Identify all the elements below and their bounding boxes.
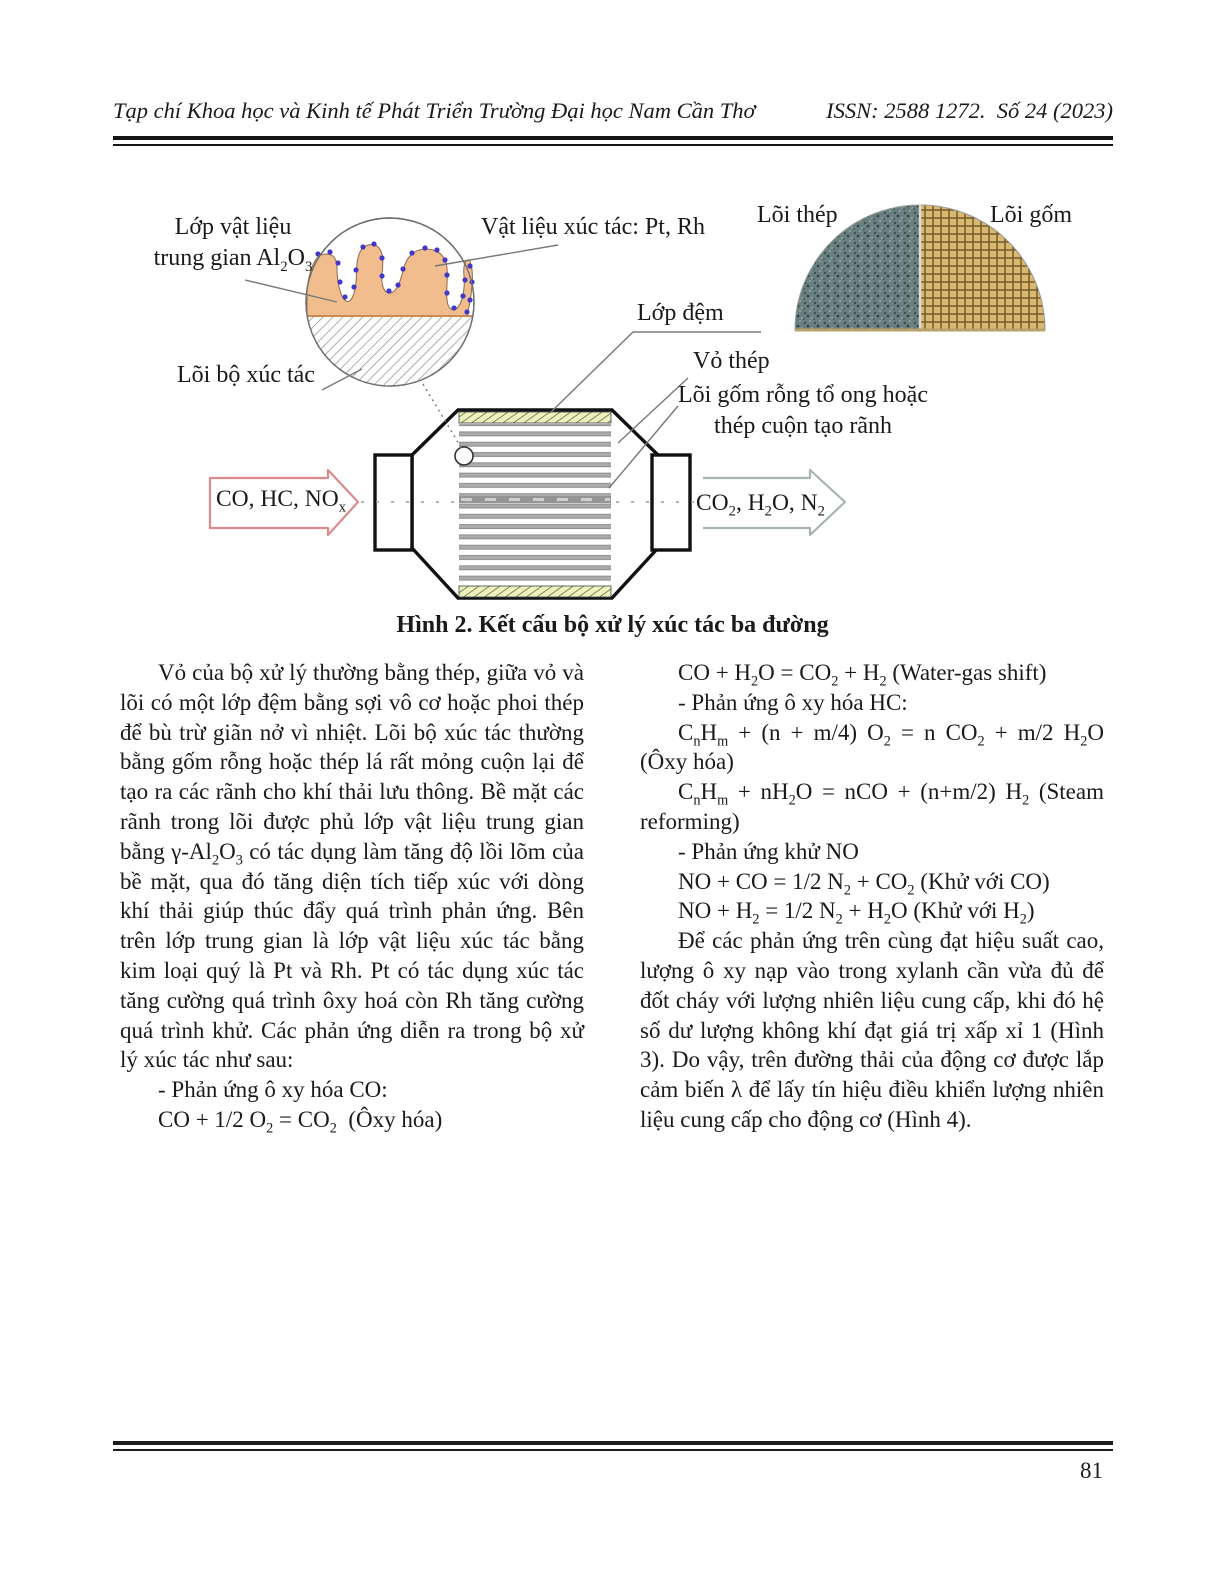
page-number: 81 (1080, 1458, 1103, 1483)
footer-rule (113, 1441, 1113, 1451)
figure-2-catalytic-converter (113, 190, 1113, 602)
paragraph: - Phản ứng khử NO (678, 838, 859, 864)
honeycomb-core-stripes (459, 424, 611, 585)
label-inlet-gases: CO, HC, $NO_x$ (216, 486, 347, 516)
paragraph: NO + CO = 1/2 $N_2 + CO_2$ (Khử với CO) (678, 868, 1050, 899)
outlet-pipe (652, 455, 690, 550)
issn-issue-info: ISSN: 2588 1272. Số 24 (2023) (826, 98, 1113, 123)
left-column (120, 658, 584, 1135)
label-outlet-gases: $CO_2$, $H_2O$, $N_2$ (696, 490, 825, 520)
page-header (113, 98, 1113, 124)
cushion-pad-top (459, 412, 611, 423)
paragraph: CO + 1/2 $O_2 = CO_2$ (Ôxy hóa) (158, 1106, 443, 1137)
paragraph: Vỏ của bộ xử lý thường bằng thép, giữa vỏ và lõi có một lớp đệm bằng sợi vô cơ hoặc phoi thép để bù trừ giãn nở vì nhiệt. Lõi bộ xúc tác thường bằng gốm rỗng hoặc thép lá rất mỏng cuộn lại để tạo ra các rãnh cho khí thải lưu thông. Bề mặt các rãnh trong lõi được phủ lớp vật liệu trung gian bằng $\gamma-Al_2O_3$ có tác dụng làm tăng độ lồi lõm của bề mặt, qua đó tăng diện tích tiếp xúc với dòng khí thải giúp thúc đẩy quá trình phản ứng. Bên trên lớp trung gian là lớp vật liệu xúc tác bằng kim loại quý là Pt và Rh. Pt có tác dụng xúc tác tăng cường quá trình ôxy hoá còn Rh tăng cường quá trình khử. Các phản ứng diễn ra trong bộ xử lý xúc tác như sau: (120, 660, 584, 1073)
figure-caption: Hình 2. Kết cấu bộ xử lý xúc tác ba đường (396, 612, 829, 638)
label-steel-shell: Vỏ thép (693, 348, 770, 374)
right-column (640, 658, 1104, 1135)
label-catalyst-material: Vật liệu xúc tác: Pt, Rh (481, 214, 705, 240)
cushion-pad-bottom (459, 586, 611, 597)
article-body (120, 658, 1105, 1135)
journal-title: Tạp chí Khoa học và Kinh tế Phát Triển Trường Đại học Nam Cần Thơ (113, 98, 756, 123)
label-ceramic-core: Lõi gốm (990, 202, 1072, 228)
paragraph: - Phản ứng ô xy hóa HC: (678, 689, 908, 715)
header-rule (113, 136, 1113, 146)
paragraph: $C_nH_m + nH_2O$ = nCO + (n+m/2) $H_2$ (Steam reforming) (640, 779, 1104, 834)
label-intermediate-layer: Lớp vật liệu trung gian $Al_2O_3$ (153, 214, 313, 275)
paragraph: CO + $H_2O = CO_2 + H_2$ (Water-gas shift) (678, 660, 1047, 690)
paragraph: $C_nH_m + (n + m/4) O_2 = n$ $CO_2 + m/2$ $H_2O$ (Ôxy hóa) (640, 719, 1104, 775)
converter-body (361, 410, 713, 598)
label-steel-core: Lõi thép (757, 202, 838, 228)
label-cushion-layer: Lớp đệm (637, 300, 724, 326)
label-catalyst-core: Lõi bộ xúc tác (177, 362, 315, 388)
paragraph: NO + $H_2 = 1/2$ $N_2 + H_2O$ (Khử với $H_2$) (678, 898, 1035, 928)
paragraph: - Phản ứng ô xy hóa CO: (158, 1077, 388, 1103)
surface-inset-circle (306, 218, 475, 387)
paragraph: Để các phản ứng trên cùng đạt hiệu suất cao, lượng ô xy nạp vào trong xylanh cần vừa đủ để đốt cháy với lượng nhiên liệu cung cấp, khi đó hệ số dư lượng không khí đạt giá trị xấp xỉ 1 (Hình 3). Do vậy, trên đường thải của động cơ được lắp cảm biến λ để lấy tín hiệu điều khiển lượng nhiên liệu cung cấp cho động cơ (Hình 4). (640, 928, 1104, 1132)
label-core-type: Lõi gốm rỗng tổ ong hoặc thép cuộn tạo rãnh (678, 382, 928, 439)
detail-callout-circle (455, 447, 473, 465)
